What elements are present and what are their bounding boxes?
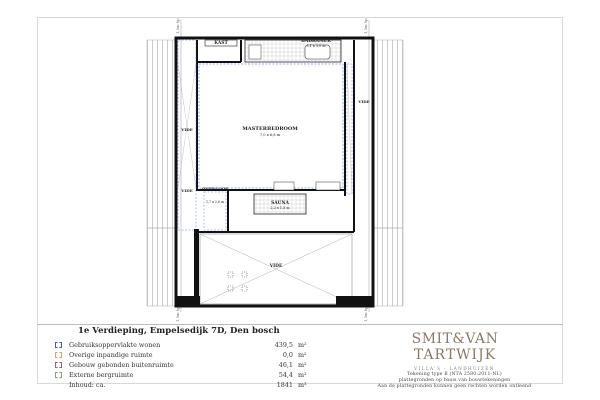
label-sauna: SAUNA [271,201,289,206]
brand-line-1: Tekening type B (NTA 2580:2011-NL) [407,372,502,377]
area-label: Gebruiksoppervlakte wonen [69,341,161,349]
shower-tray [249,45,261,59]
logo-line-1: SMIT&VAN [411,331,498,347]
closet-1 [274,182,294,190]
roof-slope-left [147,40,176,228]
roof-slope-right [373,40,403,228]
label-masterbedroom-size: 7,0 x 6,8 m [259,133,281,137]
legend-swatch [55,382,62,388]
label-overloop: OVER-LOOP [202,186,228,191]
label-sauna-size: 2,2 x 1,5 m [270,206,290,210]
label-vide-right: VIDE [358,99,370,104]
area-row [44,350,344,360]
height-marker-bottom-left: 1,5m hp [175,306,180,322]
area-value: 439,5 [274,341,293,349]
legend-swatch [55,362,62,368]
brand-line-3: Aan de plattegronden kunnen geen rechten worden ontleend [377,384,532,389]
area-unit: m³ [298,381,307,389]
area-label: Inhoud: ca. [69,381,106,389]
label-badkamer: BADKAMER [301,39,331,44]
plan-title: 1e Verdieping, Empelsedijk 7D, Den bosch [78,326,280,336]
label-kast: KAST [214,41,228,46]
area-value: 0,0 [282,351,293,359]
area-table [44,340,344,390]
area-unit: m² [298,341,307,349]
label-vide-left-lower: VIDE [181,188,193,193]
logo-line-2: TARTWIJK [413,347,496,362]
vide-left-area [178,40,196,230]
height-markers [175,18,368,322]
area-label: Gebouw gebonden buitenruimte [69,361,174,369]
label-badkamer-size: 3,1 x 3,0 m [306,44,326,48]
area-label: Overige inpandige ruimte [69,351,153,359]
overloop-area [204,192,226,230]
roof-slope-right-lower [373,228,403,306]
label-vide-bottom: VIDE [269,264,283,269]
area-row [44,380,344,390]
room-labels [180,39,370,269]
height-marker-bottom-right: 1,5m hp [363,306,368,322]
area-value: 46,1 [278,361,293,369]
roof-slope-left-lower [147,228,176,306]
vide-bottom-cross [200,234,352,304]
footer-divider [37,324,563,325]
area-unit: m² [298,361,307,369]
area-unit: m² [298,351,307,359]
label-overloop-size: 1,7 x 2,6 m [206,200,224,204]
closet-2 [316,182,340,190]
area-label: Externe bergruimte [69,371,134,379]
brand-block [352,326,557,389]
area-row [44,360,344,370]
info-panel [44,326,344,390]
area-value: 54,4 [278,371,293,379]
vide-left-cross [178,64,196,188]
height-marker-top-right: 1,5m hp [363,18,368,34]
legend-swatch [55,372,62,378]
height-marker-top-left: 1,5m hp [175,18,180,34]
smit-van-tartwijk-logo [395,330,515,362]
brand-line-2: plattegronden op basis van bouwtekeningen [398,378,511,383]
area-row [44,340,344,350]
area-unit: m² [298,371,307,379]
label-masterbedroom: MASTERBEDROOM [242,126,298,132]
legend-swatch [55,352,62,358]
legend-swatch [55,342,62,348]
area-row [44,370,344,380]
area-value: 1841 [276,381,293,389]
brand-subtitle: VILLA'S - LANDHUIZEN [414,366,495,371]
label-vide-left-upper: VIDE [181,127,193,132]
vide-right-cross [347,64,352,194]
